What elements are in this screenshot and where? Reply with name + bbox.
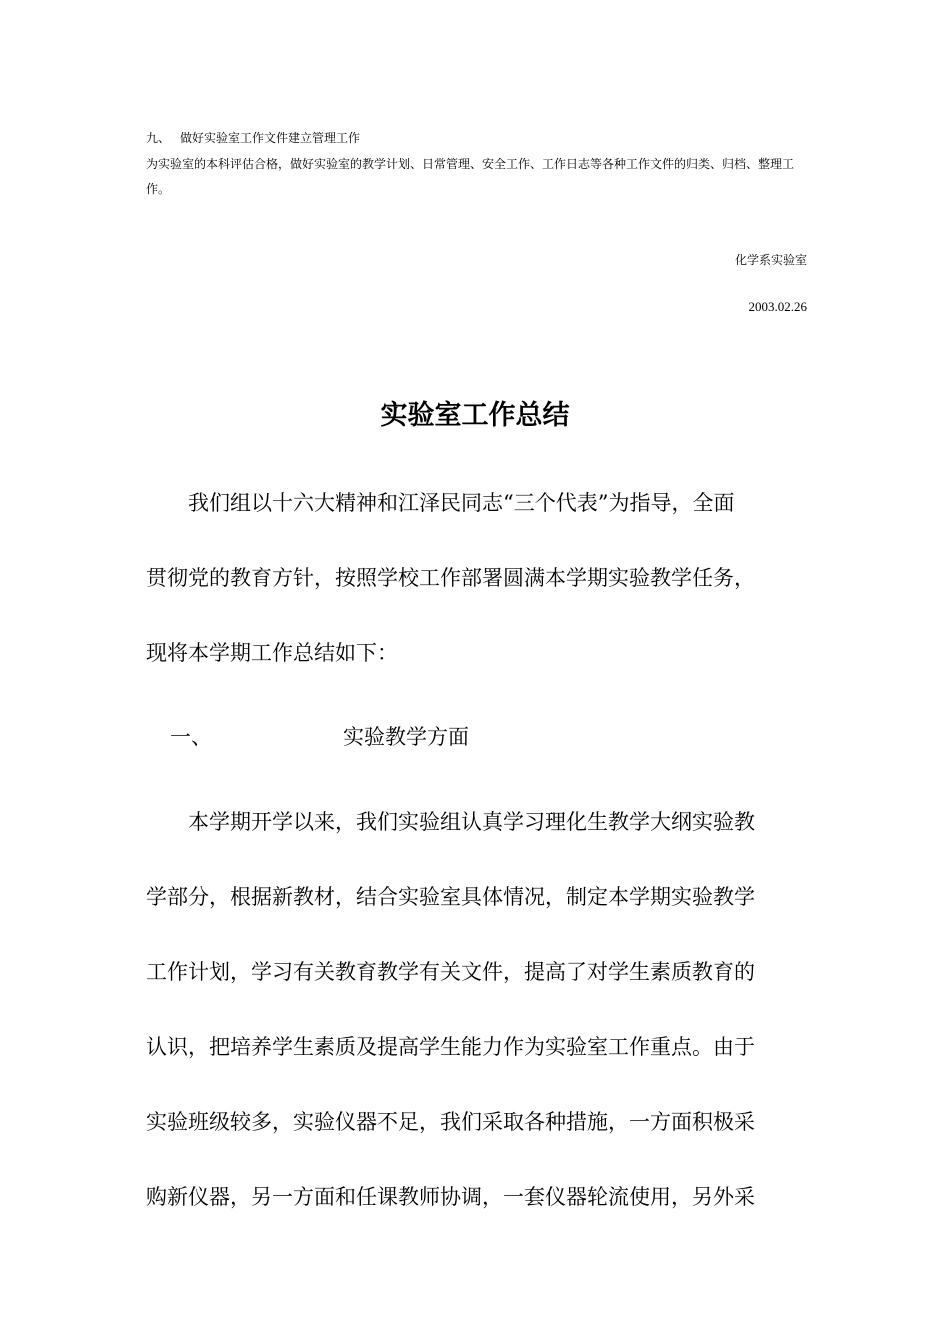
section-nine-paragraph: 为实验室的本科评估合格，做好实验室的教学计划、日常管理、安全工作、工作日志等各种工作文件的归类、归档、整理工作。 — [146, 157, 795, 196]
section-one-title: 实验教学方面 — [343, 725, 469, 749]
department-signature: 化学系实验室 — [734, 253, 807, 267]
intro-line-3: 现将本学期工作总结如下： — [146, 641, 398, 665]
intro-line-1: 我们组以十六大精神和江泽民同志“三个代表”为指导，全面 — [188, 491, 735, 515]
body-line-6: 购新仪器，另一方面和任课教师协调，一套仪器轮流使用，另外采 — [146, 1185, 755, 1209]
body-line-1: 本学期开学以来，我们实验组认真学习理化生教学大纲实验教 — [188, 810, 755, 834]
document-title: 实验室工作总结 — [380, 400, 570, 431]
section-nine-heading — [146, 128, 360, 148]
body-line-3: 工作计划，学习有关教育教学有关文件，提高了对学生素质教育的 — [146, 960, 755, 984]
section-nine-number: 九、 — [146, 131, 171, 145]
intro-line-2: 贯彻党的教育方针，按照学校工作部署圆满本学期实验教学任务， — [146, 566, 755, 590]
section-one-number: 一、 — [170, 725, 212, 749]
body-line-4: 认识，把培养学生素质及提高学生能力作为实验室工作重点。由于 — [146, 1035, 755, 1059]
signature-date: 2003.02.26 — [748, 299, 807, 314]
body-line-2: 学部分，根据新教材，结合实验室具体情况，制定本学期实验教学 — [146, 885, 755, 909]
body-line-5: 实验班级较多，实验仪器不足，我们采取各种措施，一方面积极采 — [146, 1110, 755, 1134]
section-nine-title: 做好实验室工作文件建立管理工作 — [180, 131, 361, 145]
